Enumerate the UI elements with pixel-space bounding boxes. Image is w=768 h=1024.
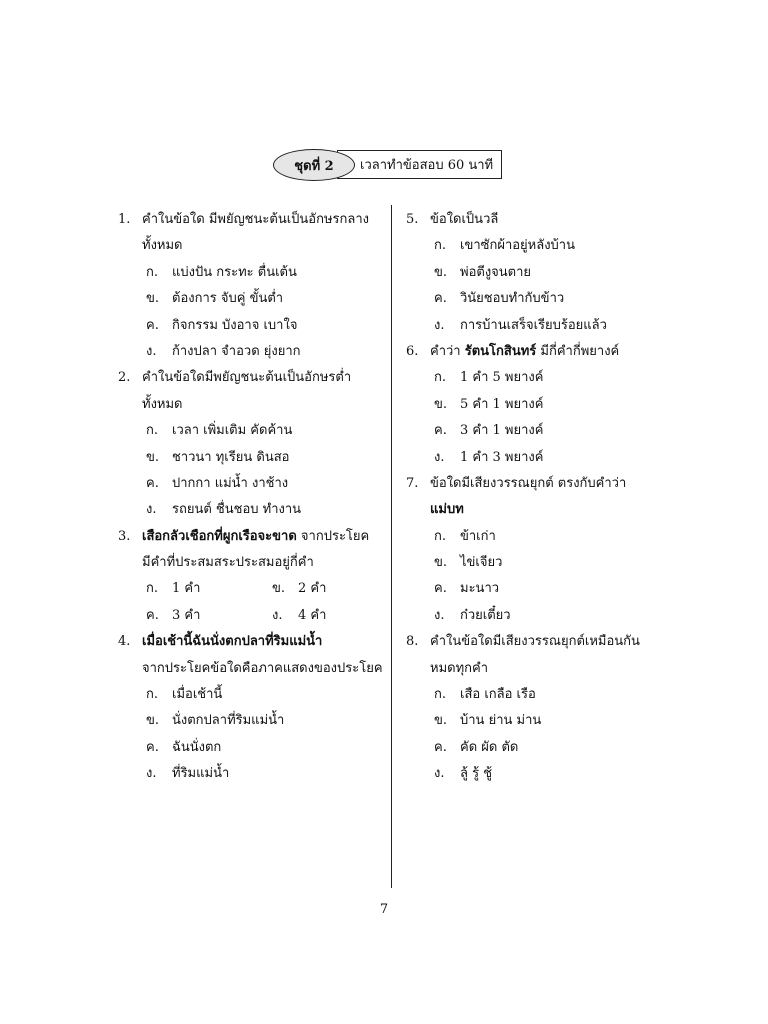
option-text: ฉันนั่งตก xyxy=(172,739,222,755)
option-row xyxy=(118,497,383,523)
question-bold-text: เสือกลัวเชือกที่ผูกเรือจะขาด xyxy=(142,528,297,544)
option-text: ลู้ รู้ ชู้ xyxy=(460,766,493,782)
option-text: ไข่เจียว xyxy=(460,555,503,571)
option-label: ค. xyxy=(146,475,159,491)
option-text: ปากกา แม่น้ำ งาช้าง xyxy=(172,475,289,491)
option-text: 1 คำ 5 พยางค์ xyxy=(460,370,544,386)
option-text: 5 คำ 1 พยางค์ xyxy=(460,396,544,412)
question-2-line xyxy=(118,392,383,418)
question-3-line xyxy=(118,524,383,550)
question-number: 6. xyxy=(406,343,419,359)
option-row xyxy=(406,708,676,734)
question-text: ข้อใดเป็นวลี xyxy=(430,212,499,227)
question-5-line xyxy=(406,207,676,233)
option-row xyxy=(118,286,383,312)
option-row xyxy=(406,550,676,576)
left-column xyxy=(118,207,383,788)
option-label: ง. xyxy=(146,766,157,782)
question-number: 4. xyxy=(118,634,131,650)
question-1-line xyxy=(118,207,383,233)
option-row xyxy=(406,682,676,708)
option-row xyxy=(406,392,676,418)
option-row xyxy=(406,260,676,286)
option-row xyxy=(118,708,383,734)
question-bold-text: แม่บท xyxy=(430,502,464,518)
option-label: ง. xyxy=(272,607,283,623)
option-text: เสือ เกลือ เรือ xyxy=(460,687,536,703)
option-text: ชาวนา ทุเรียน ดินสอ xyxy=(172,449,290,465)
option-label: ข. xyxy=(434,713,448,729)
question-text: ทั้งหมด xyxy=(142,396,183,412)
set-label: ชุดที่ 2 xyxy=(294,158,334,174)
question-number: 2. xyxy=(118,370,131,386)
question-7-line xyxy=(406,471,676,497)
question-number: 8. xyxy=(406,634,419,650)
question-8-line xyxy=(406,629,676,655)
time-label-box xyxy=(337,150,502,179)
question-number: 7. xyxy=(406,475,419,491)
question-text: มีคำที่ประสมสระประสมอยู่กี่คำ xyxy=(142,555,314,571)
option-row xyxy=(406,365,676,391)
option-text: ก๋วยเตี๋ยว xyxy=(460,607,511,623)
option-text: กิจกรรม บังอาจ เบาใจ xyxy=(172,317,298,333)
question-2-line xyxy=(118,365,383,391)
option-text: วินัยชอบทำกับข้าว xyxy=(460,291,565,307)
question-8-line xyxy=(406,656,676,682)
option-label: ข. xyxy=(434,396,448,412)
option-label: ค. xyxy=(434,291,447,307)
option-row xyxy=(406,761,676,787)
option-label: ข. xyxy=(434,264,448,280)
option-label: ง. xyxy=(146,343,157,359)
option-label: ค. xyxy=(434,423,447,439)
option-label: ก. xyxy=(434,528,447,544)
question-rest-text: มีกี่คำกี่พยางค์ xyxy=(536,343,620,359)
option-label: ข. xyxy=(146,291,160,307)
question-text xyxy=(430,339,619,365)
option-row xyxy=(118,735,383,761)
option-text: คัด ผัด ตัด xyxy=(460,739,519,755)
question-text: ทั้งหมด xyxy=(142,238,183,254)
question-4-line xyxy=(118,656,383,682)
question-number: 1. xyxy=(118,212,131,227)
option-text: 4 คำ xyxy=(298,607,327,623)
question-number: 3. xyxy=(118,528,131,544)
option-text: มะนาว xyxy=(460,581,500,597)
option-text: แบ่งปัน กระทะ ตื่นเต้น xyxy=(172,264,297,280)
question-text xyxy=(142,524,369,550)
question-bold-text: รัตนโกสินทร์ xyxy=(464,343,537,359)
option-label: ค. xyxy=(146,739,159,755)
option-row xyxy=(118,418,383,444)
option-label: ง. xyxy=(434,317,445,333)
question-number: 5. xyxy=(406,212,419,227)
option-label: ก. xyxy=(146,423,159,439)
option-row xyxy=(118,339,383,365)
option-row xyxy=(118,576,383,602)
option-label: ก. xyxy=(146,687,159,703)
page-number: 7 xyxy=(379,902,389,917)
question-text: คำในข้อใด มีพยัญชนะต้นเป็นอักษรกลาง xyxy=(142,212,369,227)
option-text: รถยนต์ ชื่นชอบ ทำงาน xyxy=(172,502,302,518)
option-row xyxy=(118,260,383,286)
option-label: ก. xyxy=(434,370,447,386)
option-label: ง. xyxy=(434,449,445,465)
question-4-line xyxy=(118,629,383,655)
option-row xyxy=(406,418,676,444)
right-column xyxy=(406,207,676,788)
question-1-line xyxy=(118,233,383,259)
set-label-oval xyxy=(273,149,355,181)
option-text: เมื่อเช้านี้ xyxy=(172,687,223,703)
option-label: ง. xyxy=(146,502,157,518)
option-text: 1 คำ 3 พยางค์ xyxy=(460,449,544,465)
option-text: เขาซักผ้าอยู่หลังบ้าน xyxy=(460,238,575,254)
question-7-line xyxy=(406,497,676,523)
option-label: ข. xyxy=(434,555,448,571)
column-divider xyxy=(391,205,392,888)
option-text: 3 คำ xyxy=(172,607,201,623)
option-label: ก. xyxy=(146,581,159,597)
option-row xyxy=(118,603,383,629)
question-text xyxy=(142,629,322,655)
option-label: ค. xyxy=(434,581,447,597)
option-row xyxy=(118,471,383,497)
option-row xyxy=(406,445,676,471)
option-text: ที่ริมแม่น้ำ xyxy=(172,766,230,782)
option-label: ค. xyxy=(146,607,159,623)
option-row xyxy=(406,233,676,259)
option-text: การบ้านเสร็จเรียบร้อยแล้ว xyxy=(460,317,607,333)
option-label: ข. xyxy=(146,449,160,465)
exam-set-header xyxy=(273,149,505,181)
option-text: ข้าเก่า xyxy=(460,528,496,544)
option-text: นั่งตกปลาที่ริมแม่น้ำ xyxy=(172,713,285,729)
option-label: ข. xyxy=(272,581,286,597)
option-row xyxy=(406,576,676,602)
question-bold-text: เมื่อเช้านี้ฉันนั่งตกปลาที่ริมแม่น้ำ xyxy=(142,634,323,650)
option-label: ค. xyxy=(434,739,447,755)
question-text xyxy=(430,497,464,523)
option-row xyxy=(118,313,383,339)
option-label: ง. xyxy=(434,766,445,782)
question-text: จากประโยคข้อใดคือภาคแสดงของประโยค xyxy=(142,660,383,676)
question-text: คำในข้อใดมีเสียงวรรณยุกต์เหมือนกัน xyxy=(430,634,640,650)
option-text: 2 คำ xyxy=(298,581,327,597)
option-label: ก. xyxy=(146,264,159,280)
option-text: ก้างปลา จำอวด ยุ่งยาก xyxy=(172,343,301,359)
option-row xyxy=(118,761,383,787)
option-text: 3 คำ 1 พยางค์ xyxy=(460,423,544,439)
option-row xyxy=(406,524,676,550)
option-label: ข. xyxy=(146,713,160,729)
option-row xyxy=(118,682,383,708)
option-label: ก. xyxy=(434,238,447,254)
option-row xyxy=(406,603,676,629)
option-text: บ้าน ย่าน ม่าน xyxy=(460,713,542,729)
time-label: เวลาทำข้อสอบ 60 นาที xyxy=(360,158,494,173)
option-label: ง. xyxy=(434,607,445,623)
option-row xyxy=(406,286,676,312)
question-3-line xyxy=(118,550,383,576)
question-pre-text: คำว่า xyxy=(430,343,465,359)
question-text: คำในข้อใดมีพยัญชนะต้นเป็นอักษรต่ำ xyxy=(142,370,352,386)
question-text: หมดทุกคำ xyxy=(430,660,489,676)
option-row xyxy=(406,735,676,761)
option-label: ค. xyxy=(146,317,159,333)
question-text: ข้อใดมีเสียงวรรณยุกต์ ตรงกับคำว่า xyxy=(430,475,627,491)
option-text: 1 คำ xyxy=(172,581,201,597)
option-text: พ่อตีงูจนตาย xyxy=(460,264,532,280)
option-row xyxy=(118,445,383,471)
option-label: ก. xyxy=(434,687,447,703)
question-6-line xyxy=(406,339,676,365)
question-rest-text: จากประโยค xyxy=(296,528,370,544)
option-text: เวลา เพิ่มเติม คัดค้าน xyxy=(172,423,293,439)
option-row xyxy=(406,313,676,339)
option-text: ต้องการ จับคู่ ขั้นต่ำ xyxy=(172,291,284,307)
